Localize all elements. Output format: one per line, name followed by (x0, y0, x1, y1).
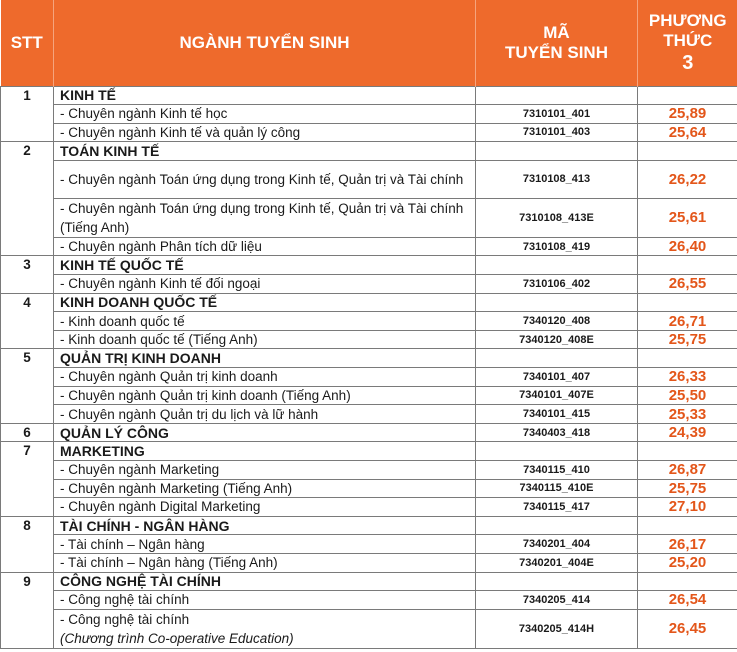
item-name (54, 609, 476, 648)
item-code: 7340201_404E (476, 553, 638, 572)
item-stt-empty (1, 553, 54, 572)
item-name: - Chuyên ngành Quản trị kinh doanh (Tiếng Anh) (54, 386, 476, 405)
group-code (476, 516, 638, 535)
item-score: 25,64 (638, 123, 737, 142)
item-name: - Chuyên ngành Kinh tế và quản lý công (54, 123, 476, 142)
group-row (1, 256, 737, 275)
item-name: - Tài chính – Ngân hàng (54, 535, 476, 554)
item-name: - Chuyên ngành Quản trị du lịch và lữ hành (54, 405, 476, 424)
group-score (638, 572, 737, 591)
group-name: TOÁN KINH TẾ (54, 142, 476, 161)
header-phuong-thuc (638, 0, 737, 86)
item-name: - Chuyên ngành Kinh tế học (54, 105, 476, 124)
header-pm-line3: 3 (682, 51, 694, 74)
group-row (1, 442, 737, 461)
group-row (1, 572, 737, 591)
item-score: 26,22 (638, 160, 737, 198)
item-stt-empty (1, 535, 54, 554)
item-score: 25,75 (638, 479, 737, 498)
item-code: 7340101_415 (476, 405, 638, 424)
table-row (1, 275, 737, 294)
item-stt-empty (1, 275, 54, 294)
group-code: 7340403_418 (476, 423, 638, 442)
group-code (476, 572, 638, 591)
group-name: KINH TẾ QUỐC TẾ (54, 256, 476, 275)
header-pm-line2: THỨC (663, 30, 713, 50)
group-stt: 8 (1, 516, 54, 535)
item-stt-empty (1, 498, 54, 517)
item-name: - Chuyên ngành Kinh tế đối ngoại (54, 275, 476, 294)
group-stt: 6 (1, 423, 54, 442)
item-name-text: - Công nghệ tài chính (60, 611, 190, 627)
group-row (1, 423, 737, 442)
group-code (476, 293, 638, 312)
item-stt-empty (1, 105, 54, 124)
group-name: TÀI CHÍNH - NGÂN HÀNG (54, 516, 476, 535)
header-pm-line1: PHƯƠNG (648, 10, 727, 30)
item-name: - Tài chính – Ngân hàng (Tiếng Anh) (54, 553, 476, 572)
item-stt-empty (1, 237, 54, 256)
group-score: 24,39 (638, 423, 737, 442)
table-header-row (1, 0, 737, 86)
item-score: 25,61 (638, 198, 737, 237)
group-stt: 2 (1, 142, 54, 161)
table-row (1, 160, 737, 198)
item-score: 26,87 (638, 461, 737, 480)
item-score: 26,54 (638, 591, 737, 610)
table-row (1, 237, 737, 256)
group-row (1, 349, 737, 368)
item-code: 7340115_417 (476, 498, 638, 517)
table-row (1, 330, 737, 349)
item-name: - Công nghệ tài chính (54, 591, 476, 610)
item-code: 7310108_413E (476, 198, 638, 237)
table-row (1, 479, 737, 498)
item-code: 7340115_410 (476, 461, 638, 480)
table-row (1, 198, 737, 237)
table-row (1, 312, 737, 331)
item-score: 26,55 (638, 275, 737, 294)
group-row (1, 142, 737, 161)
item-stt-empty (1, 123, 54, 142)
item-score: 27,10 (638, 498, 737, 517)
item-score: 25,75 (638, 330, 737, 349)
table-body (1, 86, 737, 648)
item-code: 7310108_419 (476, 237, 638, 256)
item-stt-empty (1, 405, 54, 424)
item-code: 7310101_401 (476, 105, 638, 124)
group-name: KINH TẾ (54, 86, 476, 105)
header-ma-line1: MÃ (543, 22, 570, 42)
group-score (638, 516, 737, 535)
item-stt-empty (1, 479, 54, 498)
group-code (476, 349, 638, 368)
item-name: - Chuyên ngành Marketing (Tiếng Anh) (54, 479, 476, 498)
item-score: 26,45 (638, 609, 737, 648)
item-stt-empty (1, 386, 54, 405)
group-score (638, 256, 737, 275)
item-name: - Kinh doanh quốc tế (Tiếng Anh) (54, 330, 476, 349)
item-score: 25,20 (638, 553, 737, 572)
item-name-note: (Chương trình Co-operative Education) (60, 630, 294, 646)
item-code: 7340120_408E (476, 330, 638, 349)
table-row (1, 553, 737, 572)
item-code: 7340201_404 (476, 535, 638, 554)
item-score: 26,71 (638, 312, 737, 331)
item-code: 7340120_408 (476, 312, 638, 331)
item-stt-empty (1, 312, 54, 331)
item-code: 7340115_410E (476, 479, 638, 498)
group-score (638, 142, 737, 161)
group-stt: 9 (1, 572, 54, 591)
item-code: 7340101_407 (476, 368, 638, 387)
item-name: - Chuyên ngành Toán ứng dụng trong Kinh tế, Quản trị và Tài chính (54, 160, 476, 198)
group-score (638, 293, 737, 312)
item-name: - Chuyên ngành Quản trị kinh doanh (54, 368, 476, 387)
group-name: QUẢN TRỊ KINH DOANH (54, 349, 476, 368)
table-row (1, 591, 737, 610)
table-row (1, 105, 737, 124)
table-row (1, 498, 737, 517)
group-name: CÔNG NGHỆ TÀI CHÍNH (54, 572, 476, 591)
table-row (1, 368, 737, 387)
header-stt: STT (1, 0, 54, 86)
item-score: 25,50 (638, 386, 737, 405)
table-row (1, 461, 737, 480)
item-score: 26,33 (638, 368, 737, 387)
group-name: QUẢN LÝ CÔNG (54, 423, 476, 442)
item-score: 26,40 (638, 237, 737, 256)
table-row (1, 405, 737, 424)
group-code (476, 256, 638, 275)
group-stt: 3 (1, 256, 54, 275)
table-row (1, 123, 737, 142)
group-code (476, 86, 638, 105)
item-code: 7310101_403 (476, 123, 638, 142)
group-stt: 4 (1, 293, 54, 312)
group-row (1, 293, 737, 312)
header-ma-line2: TUYỂN SINH (505, 42, 608, 62)
item-code: 7310106_402 (476, 275, 638, 294)
item-stt-empty (1, 609, 54, 648)
item-stt-empty (1, 330, 54, 349)
table-row (1, 609, 737, 648)
item-code: 7340205_414 (476, 591, 638, 610)
group-score (638, 86, 737, 105)
item-stt-empty (1, 461, 54, 480)
item-name: - Chuyên ngành Marketing (54, 461, 476, 480)
group-row (1, 86, 737, 105)
group-name: MARKETING (54, 442, 476, 461)
item-name: - Chuyên ngành Digital Marketing (54, 498, 476, 517)
group-name: KINH DOANH QUỐC TẾ (54, 293, 476, 312)
table-row (1, 535, 737, 554)
group-code (476, 442, 638, 461)
item-code: 7340205_414H (476, 609, 638, 648)
group-row (1, 516, 737, 535)
group-score (638, 442, 737, 461)
item-stt-empty (1, 198, 54, 237)
item-name: - Chuyên ngành Phân tích dữ liệu (54, 237, 476, 256)
item-stt-empty (1, 368, 54, 387)
item-score: 26,17 (638, 535, 737, 554)
item-code: 7310108_413 (476, 160, 638, 198)
item-score: 25,89 (638, 105, 737, 124)
item-stt-empty (1, 591, 54, 610)
item-name: - Chuyên ngành Toán ứng dụng trong Kinh tế, Quản trị và Tài chính (Tiếng Anh) (54, 198, 476, 237)
item-name: - Kinh doanh quốc tế (54, 312, 476, 331)
group-score (638, 349, 737, 368)
header-ma-tuyen-sinh (476, 0, 638, 86)
group-code (476, 142, 638, 161)
item-code: 7340101_407E (476, 386, 638, 405)
group-stt: 7 (1, 442, 54, 461)
group-stt: 1 (1, 86, 54, 105)
table-row (1, 386, 737, 405)
item-stt-empty (1, 160, 54, 198)
item-score: 25,33 (638, 405, 737, 424)
header-nganh: NGÀNH TUYỂN SINH (54, 0, 476, 86)
group-stt: 5 (1, 349, 54, 368)
